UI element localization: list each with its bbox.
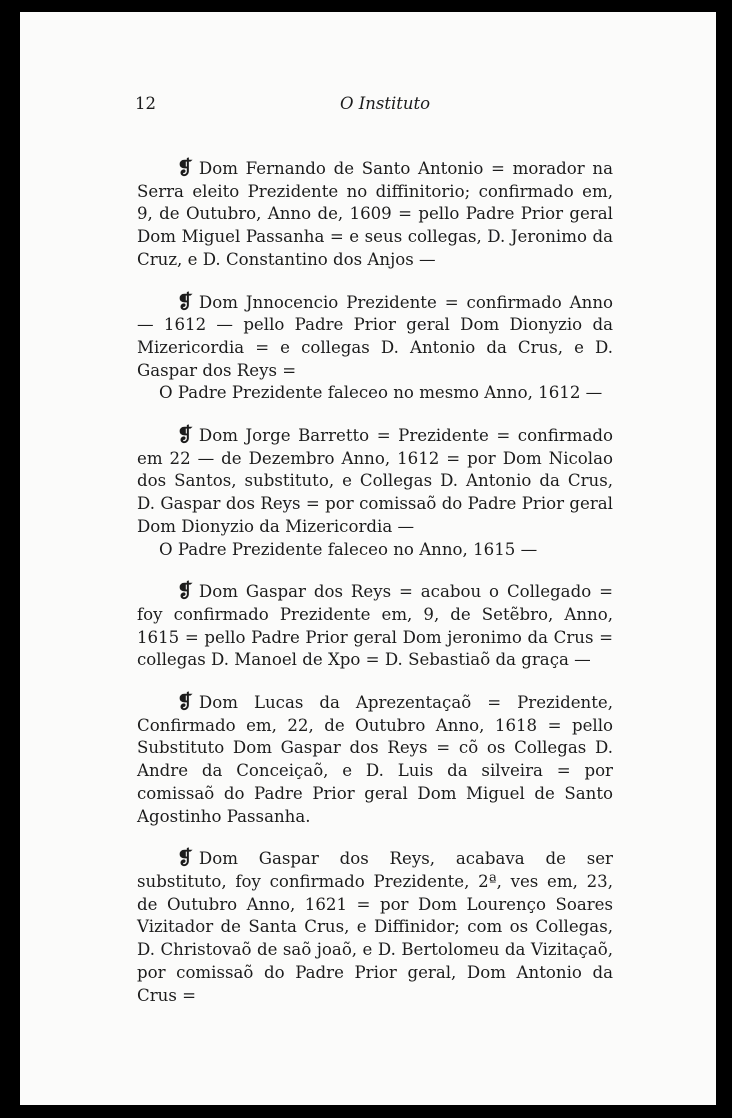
page-number: 12 — [135, 94, 156, 113]
entry — [137, 692, 613, 828]
entry-paragraph — [137, 848, 613, 1007]
entry — [137, 581, 613, 672]
page-body — [137, 158, 613, 1007]
entry-note: O Padre Prezidente faleceo no mesmo Anno, 1612 — — [159, 383, 603, 403]
paragraph-mark-icon: ❡ — [177, 157, 193, 179]
entry — [137, 425, 613, 561]
entry-text: Dom Lucas da Aprezentaçaõ = Prezidente, Confirmado em, 22, de Outubro Anno, 1618 = pello Substituto Dom Gaspar dos Reys = cõ os Collegas D. Andre da Conceiçaõ, e D. Luis da silveira = por comissaõ do Padre Prior geral Dom Miguel de Santo Agostinho Passanha. — [137, 693, 613, 826]
entry-paragraph — [137, 292, 613, 383]
entry-paragraph — [137, 692, 613, 828]
entry-text: Dom Fernando de Santo Antonio = morador na Serra eleito Prezidente no diffinitorio; confirmado em, 9, de Outubro, Anno de, 1609 = pello Padre Prior geral Dom Miguel Passanha = e seus collegas, D. Jeronimo da Cruz, e D. Constantino dos Anjos — — [137, 159, 613, 269]
entry-text: Dom Jorge Barretto = Prezidente = confirmado em 22 — de Dezembro Anno, 1612 = por Dom Nicolao dos Santos, substituto, e Collegas D. Antonio da Crus, D. Gaspar dos Reys = por comissaõ do Padre Prior geral Dom Dionyzio da Mizericordia — — [137, 426, 613, 536]
entry-note: O Padre Prezidente faleceo no Anno, 1615 — — [159, 539, 538, 559]
running-title: O Instituto — [339, 94, 431, 113]
entry-paragraph — [137, 425, 613, 539]
document-page — [20, 12, 716, 1105]
entry — [137, 292, 613, 406]
paragraph-mark-icon: ❡ — [177, 580, 193, 603]
page-header — [135, 92, 635, 116]
paragraph-mark-icon: ❡ — [177, 290, 193, 313]
paragraph-mark-icon: ❡ — [177, 424, 193, 447]
entry-paragraph — [137, 581, 613, 672]
entry — [137, 158, 613, 272]
entry-text: Dom Gaspar dos Reys = acabou o Collegado = foy confirmado Prezidente em, 9, de Setẽbro, Anno, 1615 = pello Padre Prior geral Dom jeronimo da Crus = collegas D. Manoel de Xpo = D. Sebastiaõ da graça — — [137, 582, 613, 670]
entry-text: Dom Jnnocencio Prezidente = confirmado Anno — 1612 — pello Padre Prior geral Dom Dionyzio da Mizericordia = e collegas D. Antonio da Crus, e D. Gaspar dos Reys = — [137, 292, 613, 380]
paragraph-mark-icon: ❡ — [177, 691, 193, 714]
entry-text: Dom Gaspar dos Reys, acabava de ser substituto, foy confirmado Prezidente, 2ª, ves em, 23, de Outubro Anno, 1621 = por Dom Lourenço Soares Vizitador de Santa Crus, e Diffinidor; com os Collegas, D. Christovaõ de saõ joaõ, e D. Bertolomeu da Vizitaçaõ, por comissaõ do Padre Prior geral, Dom Antonio da Crus = — [137, 849, 613, 1005]
paragraph-mark-icon: ❡ — [177, 847, 193, 870]
entry — [137, 848, 613, 1007]
entry-paragraph — [137, 158, 613, 272]
